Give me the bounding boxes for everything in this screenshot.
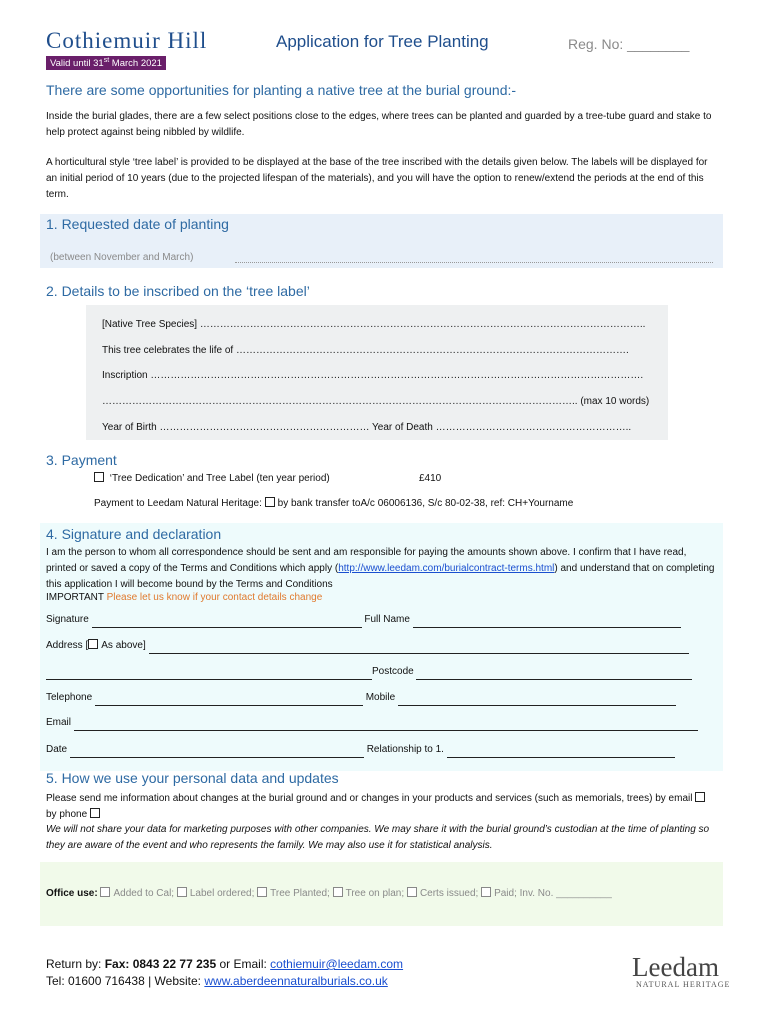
brand-title: Cothiemuir Hill xyxy=(46,28,208,53)
date-field[interactable] xyxy=(70,757,364,758)
planting-date-field[interactable] xyxy=(235,262,713,263)
postcode-row: Postcode xyxy=(46,664,692,680)
footer-return: Return by: Fax: 0843 22 77 235 or Email: cothiemuir@leedam.com xyxy=(46,957,404,971)
address-row: Address [ As above] xyxy=(46,638,689,654)
species-field[interactable]: [Native Tree Species] …………………………………………………………………………………………………………………….. xyxy=(102,319,646,330)
section-3-heading: 3. Payment xyxy=(46,452,117,468)
telephone-field[interactable] xyxy=(95,705,363,706)
dedication-option[interactable]: ‘Tree Dedication’ and Tree Label (ten year period) xyxy=(94,471,330,487)
date-row: Date Relationship to 1. xyxy=(46,742,675,758)
inscription-field-2[interactable]: …………………………………………………………………………………………………………………………….. (max 10 words) xyxy=(102,396,650,407)
inscription-field[interactable]: Inscription …………………………………………………………………………………………………………………………………. xyxy=(102,370,644,381)
declaration-text: I am the person to whom all correspondence should be sent and am responsible for paying the amounts shown above. I confirm that I have read, printed or saved a copy of the Terms and Conditions which apply (http://www.leedam.com/burialcontract-terms.html) and understand that on completing this application I will become bound by the Terms and Conditions xyxy=(46,547,715,590)
address-field-2[interactable] xyxy=(46,679,372,680)
full-name-field[interactable] xyxy=(413,627,681,628)
intro-para-1: Inside the burial glades, there are a few select positions close to the edges, where trees can be planted and guarded by a tree-tube guard and stake to help protect against being nibbled by wildlife. xyxy=(46,111,712,138)
relationship-field[interactable] xyxy=(447,757,675,758)
updates-consent: Please send me information about changes at the burial ground and or changes in your products and services (such as memorials, trees) by email by phone xyxy=(46,791,722,823)
phone-checkbox[interactable] xyxy=(90,808,100,818)
signature-row: Signature Full Name xyxy=(46,612,681,628)
section-2-heading: 2. Details to be inscribed on the ‘tree label’ xyxy=(46,283,310,299)
email-row: Email xyxy=(46,715,698,731)
intro-para-2: A horticultural style ‘tree label’ is provided to be displayed at the base of the tree inscribed with the details given below. The labels will be displayed for an initial period of 10 years (due to the projected lifespan of the materials), and you will have the option to renew/extend the periods at the end of this term. xyxy=(46,157,708,200)
office-use-row: Office use: Added to Cal; Label ordered; Tree Planted; Tree on plan; Certs issued; Paid; Inv. No. __________ xyxy=(46,888,612,899)
footer-contact: Tel: 01600 716438 | Website: www.aberdeennaturalburials.co.uk xyxy=(46,974,388,988)
privacy-note: We will not share your data for marketing purposes with other companies. We may share it with the burial ground’s custodian at the time of planting so they are aware of the event and who represents the family. We may also use it for statistical analysis. xyxy=(46,824,710,851)
telephone-row: Telephone Mobile xyxy=(46,690,676,706)
years-field[interactable]: Year of Birth ……………………………………………………… Year of Death ………………………………………………….. xyxy=(102,422,632,433)
dedication-price: £410 xyxy=(419,473,442,484)
leedam-logo-subtitle: NATURAL HERITAGE xyxy=(636,980,731,989)
checkbox-icon[interactable] xyxy=(88,639,98,649)
checkbox-icon[interactable] xyxy=(265,497,275,507)
terms-link[interactable]: http://www.leedam.com/burialcontract-terms.html xyxy=(338,563,555,574)
section-4-heading: 4. Signature and declaration xyxy=(46,526,222,542)
address-field[interactable] xyxy=(149,653,689,654)
planting-date-note: (between November and March) xyxy=(50,252,194,263)
postcode-field[interactable] xyxy=(416,679,692,680)
celebrates-field[interactable]: This tree celebrates the life of ………………………………………………………………………………………………………. xyxy=(102,345,629,356)
section-5-heading: 5. How we use your personal data and updates xyxy=(46,770,339,786)
website-link[interactable]: www.aberdeennaturalburials.co.uk xyxy=(204,974,388,988)
reg-no: Reg. No: ________ xyxy=(568,36,690,52)
payment-info: Payment to Leedam Natural Heritage: by bank transfer toA/c 06006136, S/c 80-02-38, ref: CH+Yourname xyxy=(94,498,574,509)
valid-until-badge: Valid until 31st March 2021 xyxy=(46,56,166,70)
important-note: IMPORTANT Please let us know if your contact details change xyxy=(46,592,323,603)
email-checkbox[interactable] xyxy=(695,792,705,802)
intro-heading: There are some opportunities for planting a native tree at the burial ground:- xyxy=(46,82,517,98)
email-link[interactable]: cothiemuir@leedam.com xyxy=(270,957,404,971)
checkbox-icon[interactable] xyxy=(94,472,104,482)
leedam-logo: Leedam xyxy=(632,952,719,982)
signature-field[interactable] xyxy=(92,627,362,628)
page-title: Application for Tree Planting xyxy=(276,32,489,51)
section-1-heading: 1. Requested date of planting xyxy=(46,216,229,232)
mobile-field[interactable] xyxy=(398,705,676,706)
email-field[interactable] xyxy=(74,730,698,731)
